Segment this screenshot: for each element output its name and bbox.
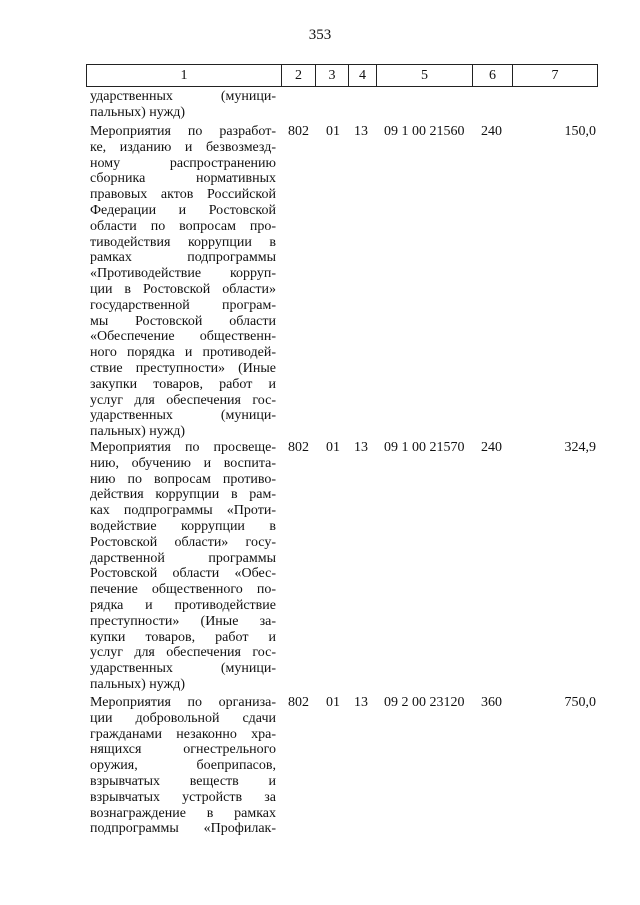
text-line: взрывчатых веществ и bbox=[90, 773, 276, 789]
row-3-col-7: 750,0 bbox=[564, 695, 596, 710]
text-line: пальных) нужд) bbox=[90, 424, 186, 440]
text-line: нию, обучению и воспита- bbox=[90, 455, 276, 471]
text-line: услуг для обеспечения гос- bbox=[90, 645, 276, 661]
text-line: гражданами незаконно хра- bbox=[90, 726, 276, 742]
text-line: ударственных (муници- bbox=[90, 661, 276, 677]
header-col-2: 2 bbox=[281, 65, 315, 86]
text-line: нящихся огнестрельного bbox=[90, 742, 276, 758]
text-line: Мероприятия по разработ- bbox=[90, 124, 276, 139]
page-number: 353 bbox=[308, 27, 332, 43]
text-line: нию по вопросам противо- bbox=[90, 471, 276, 487]
text-line: закупки товаров, работ и bbox=[90, 376, 276, 392]
text-line: оружия, боеприпасов, bbox=[90, 758, 276, 774]
text-line: подпрограммы «Профилак- bbox=[90, 821, 276, 837]
row-2-col-5: 09 1 00 21570 bbox=[384, 440, 465, 455]
row-2-col-2: 802 bbox=[288, 440, 309, 455]
text-line: правовых актов Российской bbox=[90, 187, 276, 203]
text-line: ции в Ростовской области» bbox=[90, 281, 276, 297]
text-line: купки товаров, работ и bbox=[90, 629, 276, 645]
row-1-col-3: 01 bbox=[326, 124, 340, 139]
row-2-col-7: 324,9 bbox=[564, 440, 596, 455]
text-line: ударственных (муници- bbox=[90, 408, 276, 424]
text-line: рядка и противодействие bbox=[90, 597, 276, 613]
text-line: дарственной программы bbox=[90, 550, 276, 566]
row-1-col-4: 13 bbox=[354, 124, 368, 139]
row-1-col-6: 240 bbox=[481, 124, 502, 139]
row-3-col-5: 09 2 00 23120 bbox=[384, 695, 465, 710]
text-line: сборника нормативных bbox=[90, 171, 276, 187]
header-col-7: 7 bbox=[512, 65, 597, 86]
text-line: ударственных (муници- bbox=[90, 89, 276, 104]
text-line: Ростовской области «Обес- bbox=[90, 566, 276, 582]
header-col-1: 1 bbox=[180, 68, 188, 83]
text-line: Ростовской области» госу- bbox=[90, 534, 276, 550]
text-line: взрывчатых устройств за bbox=[90, 789, 276, 805]
text-line: «Противодействие корруп- bbox=[90, 266, 276, 282]
row-3-col-2: 802 bbox=[288, 695, 309, 710]
text-line: услуг для обеспечения гос- bbox=[90, 392, 276, 408]
text-line: Мероприятия по просвеще- bbox=[90, 440, 276, 455]
row-2-description bbox=[90, 440, 276, 693]
text-line: «Обеспечение общественн- bbox=[90, 329, 276, 345]
text-line: мы Ростовской области bbox=[90, 313, 276, 329]
text-line: действия коррупции в рам- bbox=[90, 487, 276, 503]
header-col-6: 6 bbox=[472, 65, 512, 86]
row-1-description bbox=[90, 124, 276, 440]
continuation-text bbox=[90, 89, 276, 121]
text-line: ках подпрограммы «Проти- bbox=[90, 503, 276, 519]
text-line: государственной програм- bbox=[90, 297, 276, 313]
row-3-col-3: 01 bbox=[326, 695, 340, 710]
text-line: печение общественного по- bbox=[90, 582, 276, 598]
row-1-col-2: 802 bbox=[288, 124, 309, 139]
text-line: водействие коррупции в bbox=[90, 518, 276, 534]
header-col-4: 4 bbox=[348, 65, 376, 86]
text-line: преступности» (Иные за- bbox=[90, 613, 276, 629]
text-line: ствие преступности» (Иные bbox=[90, 360, 276, 376]
row-3-description bbox=[90, 695, 276, 837]
row-3-col-6: 360 bbox=[481, 695, 502, 710]
row-2-col-4: 13 bbox=[354, 440, 368, 455]
header-col-5: 5 bbox=[376, 65, 472, 86]
row-3-col-4: 13 bbox=[354, 695, 368, 710]
text-line: вознаграждение в рамках bbox=[90, 805, 276, 821]
row-2-col-6: 240 bbox=[481, 440, 502, 455]
text-line: ному распространению bbox=[90, 155, 276, 171]
text-line: рамках подпрограммы bbox=[90, 250, 276, 266]
row-1-col-7: 150,0 bbox=[564, 124, 596, 139]
text-line: пальных) нужд) bbox=[90, 104, 186, 120]
table-header-row bbox=[86, 64, 598, 87]
text-line: пальных) нужд) bbox=[90, 676, 186, 692]
text-line: Федерации и Ростовской bbox=[90, 202, 276, 218]
text-line: области по вопросам про- bbox=[90, 218, 276, 234]
text-line: тиводействия коррупции в bbox=[90, 234, 276, 250]
header-col-3: 3 bbox=[315, 65, 348, 86]
text-line: Мероприятия по организа- bbox=[90, 695, 276, 710]
row-2-col-3: 01 bbox=[326, 440, 340, 455]
text-line: ции добровольной сдачи bbox=[90, 710, 276, 726]
row-1-col-5: 09 1 00 21560 bbox=[384, 124, 465, 139]
text-line: ного порядка и противодей- bbox=[90, 345, 276, 361]
text-line: ке, изданию и безвозмезд- bbox=[90, 139, 276, 155]
